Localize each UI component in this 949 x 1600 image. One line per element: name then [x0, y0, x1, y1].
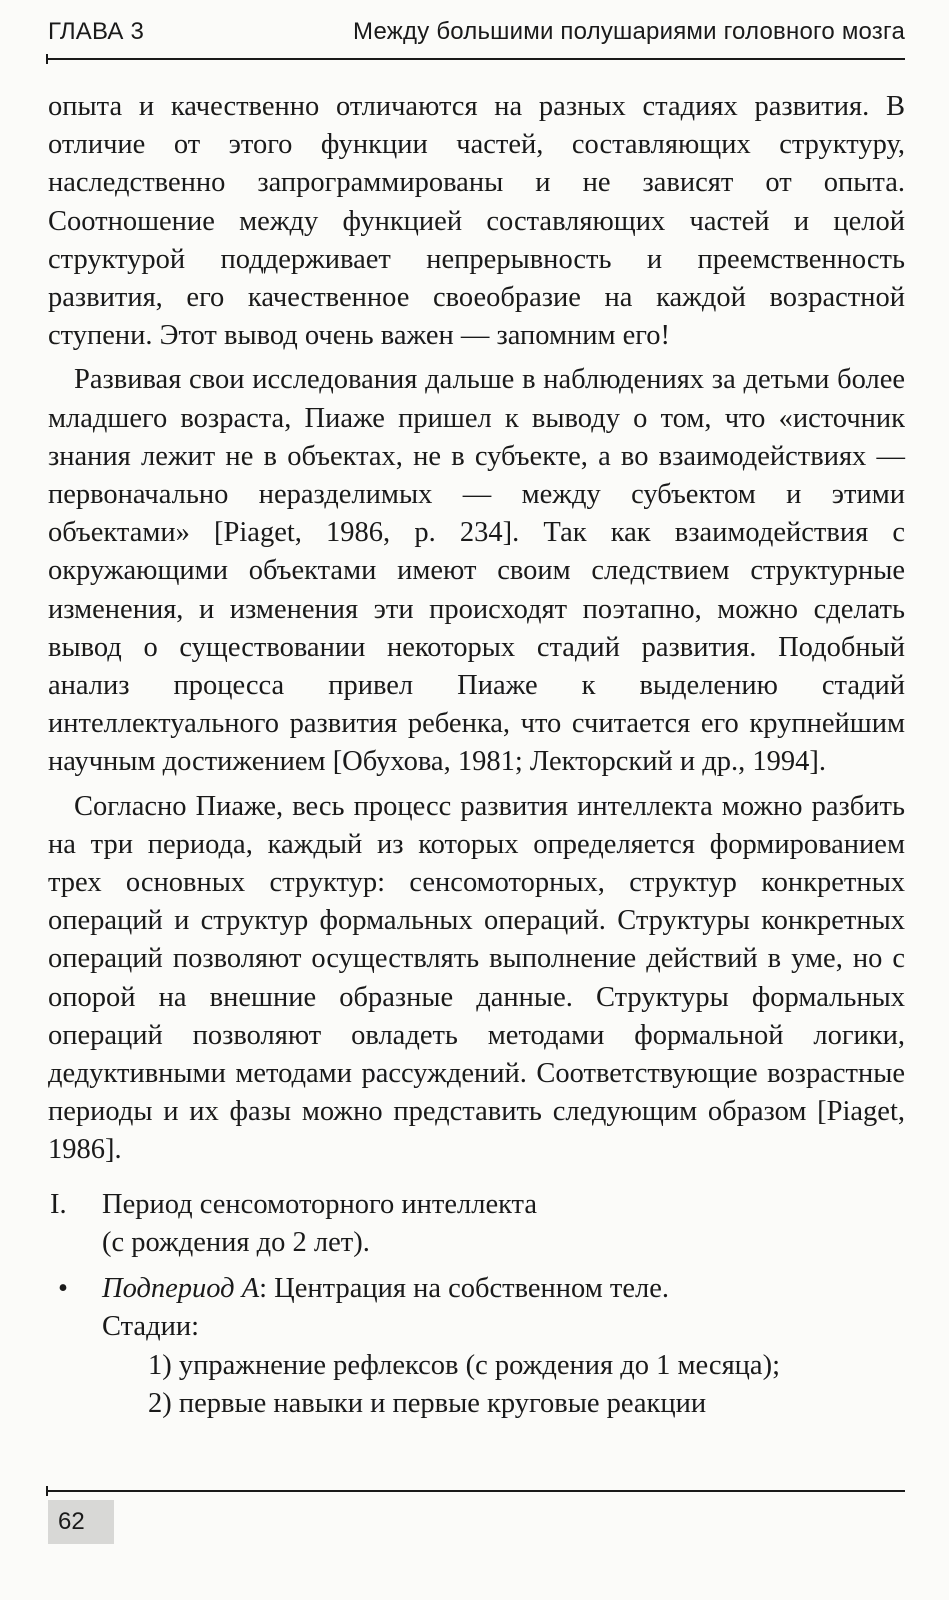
- list-item: [48, 1270, 905, 1423]
- running-title: Между большими полушариями головного мозга: [353, 18, 905, 45]
- page-body: [48, 88, 905, 1431]
- footer-rule: [46, 1490, 905, 1492]
- paragraph: Согласно Пиаже, весь процесс развития интеллекта можно разбить на три периода, каждый из которых определяется формированием трех основных структур: сенсомоторных, структур конкретных операций и структур формальных операций. Структуры конкретных операций позволяют осуществлять выполнение действий в уме, но с опорой на внешние образные данные. Структуры формальных операций позволяют овладеть методами формальной логики, дедуктивными методами рассуждений. Соответствующие возрастные периоды и их фазы можно представить следующим образом [Piaget, 1986].: [48, 790, 905, 1166]
- subperiod-label: Подпериод А: [102, 1273, 260, 1305]
- stage-item: 1) упражнение рефлексов (с рождения до 1 месяца);: [148, 1349, 780, 1381]
- list-marker: I.: [50, 1188, 67, 1220]
- subperiod-line: [102, 1270, 905, 1308]
- running-head: [48, 18, 905, 50]
- period-range: (с рождения до 2 лет).: [102, 1226, 370, 1258]
- period-title: Период сенсомоторного интеллекта: [102, 1188, 538, 1220]
- bullet-icon: •: [58, 1273, 68, 1305]
- stages-label: Стадии:: [102, 1311, 200, 1343]
- page-number: 62: [48, 1500, 114, 1544]
- header-rule: [46, 58, 905, 60]
- paragraph: Развивая свои исследования дальше в наблюдениях за детьми более младшего возраста, Пиаже пришел к выводу о том, что «источник знания лежит не в объектах, не в субъекте, а во взаимодействиях — первоначально неразделимых — между субъектом и этими объектами» [Piaget, 1986, p. 234]. Так как взаимодействия с окружающими объектами имеют своим следствием структурные изменения, и изменения эти происходят поэтапно, можно сделать вывод о существовании некоторых стадий развития. Подобный анализ процесса привел Пиаже к выделению стадий интеллектуального развития ребенка, что считается его крупнейшим научным достижением [Обухова, 1981; Лекторский и др., 1994].: [48, 364, 905, 778]
- subperiod-text: : Центрация на собственном теле.: [259, 1273, 670, 1305]
- list-item: [48, 1186, 905, 1262]
- stage-item: 2) первые навыки и первые круговые реакции: [148, 1387, 707, 1419]
- paragraph: опыта и качественно отличаются на разных стадиях развития. В отличие от этого функции частей, составляющих структуру, наследственно запрограммированы и не зависят от опыта. Соотношение между функцией составляющих частей и целой структурой поддерживает непрерывность и преемственность развития, его качественное своеобразие на каждой возрастной ступени. Этот вывод очень важен — запомним его!: [48, 91, 905, 352]
- chapter-label: ГЛАВА 3: [48, 18, 145, 45]
- period-list: [48, 1186, 905, 1423]
